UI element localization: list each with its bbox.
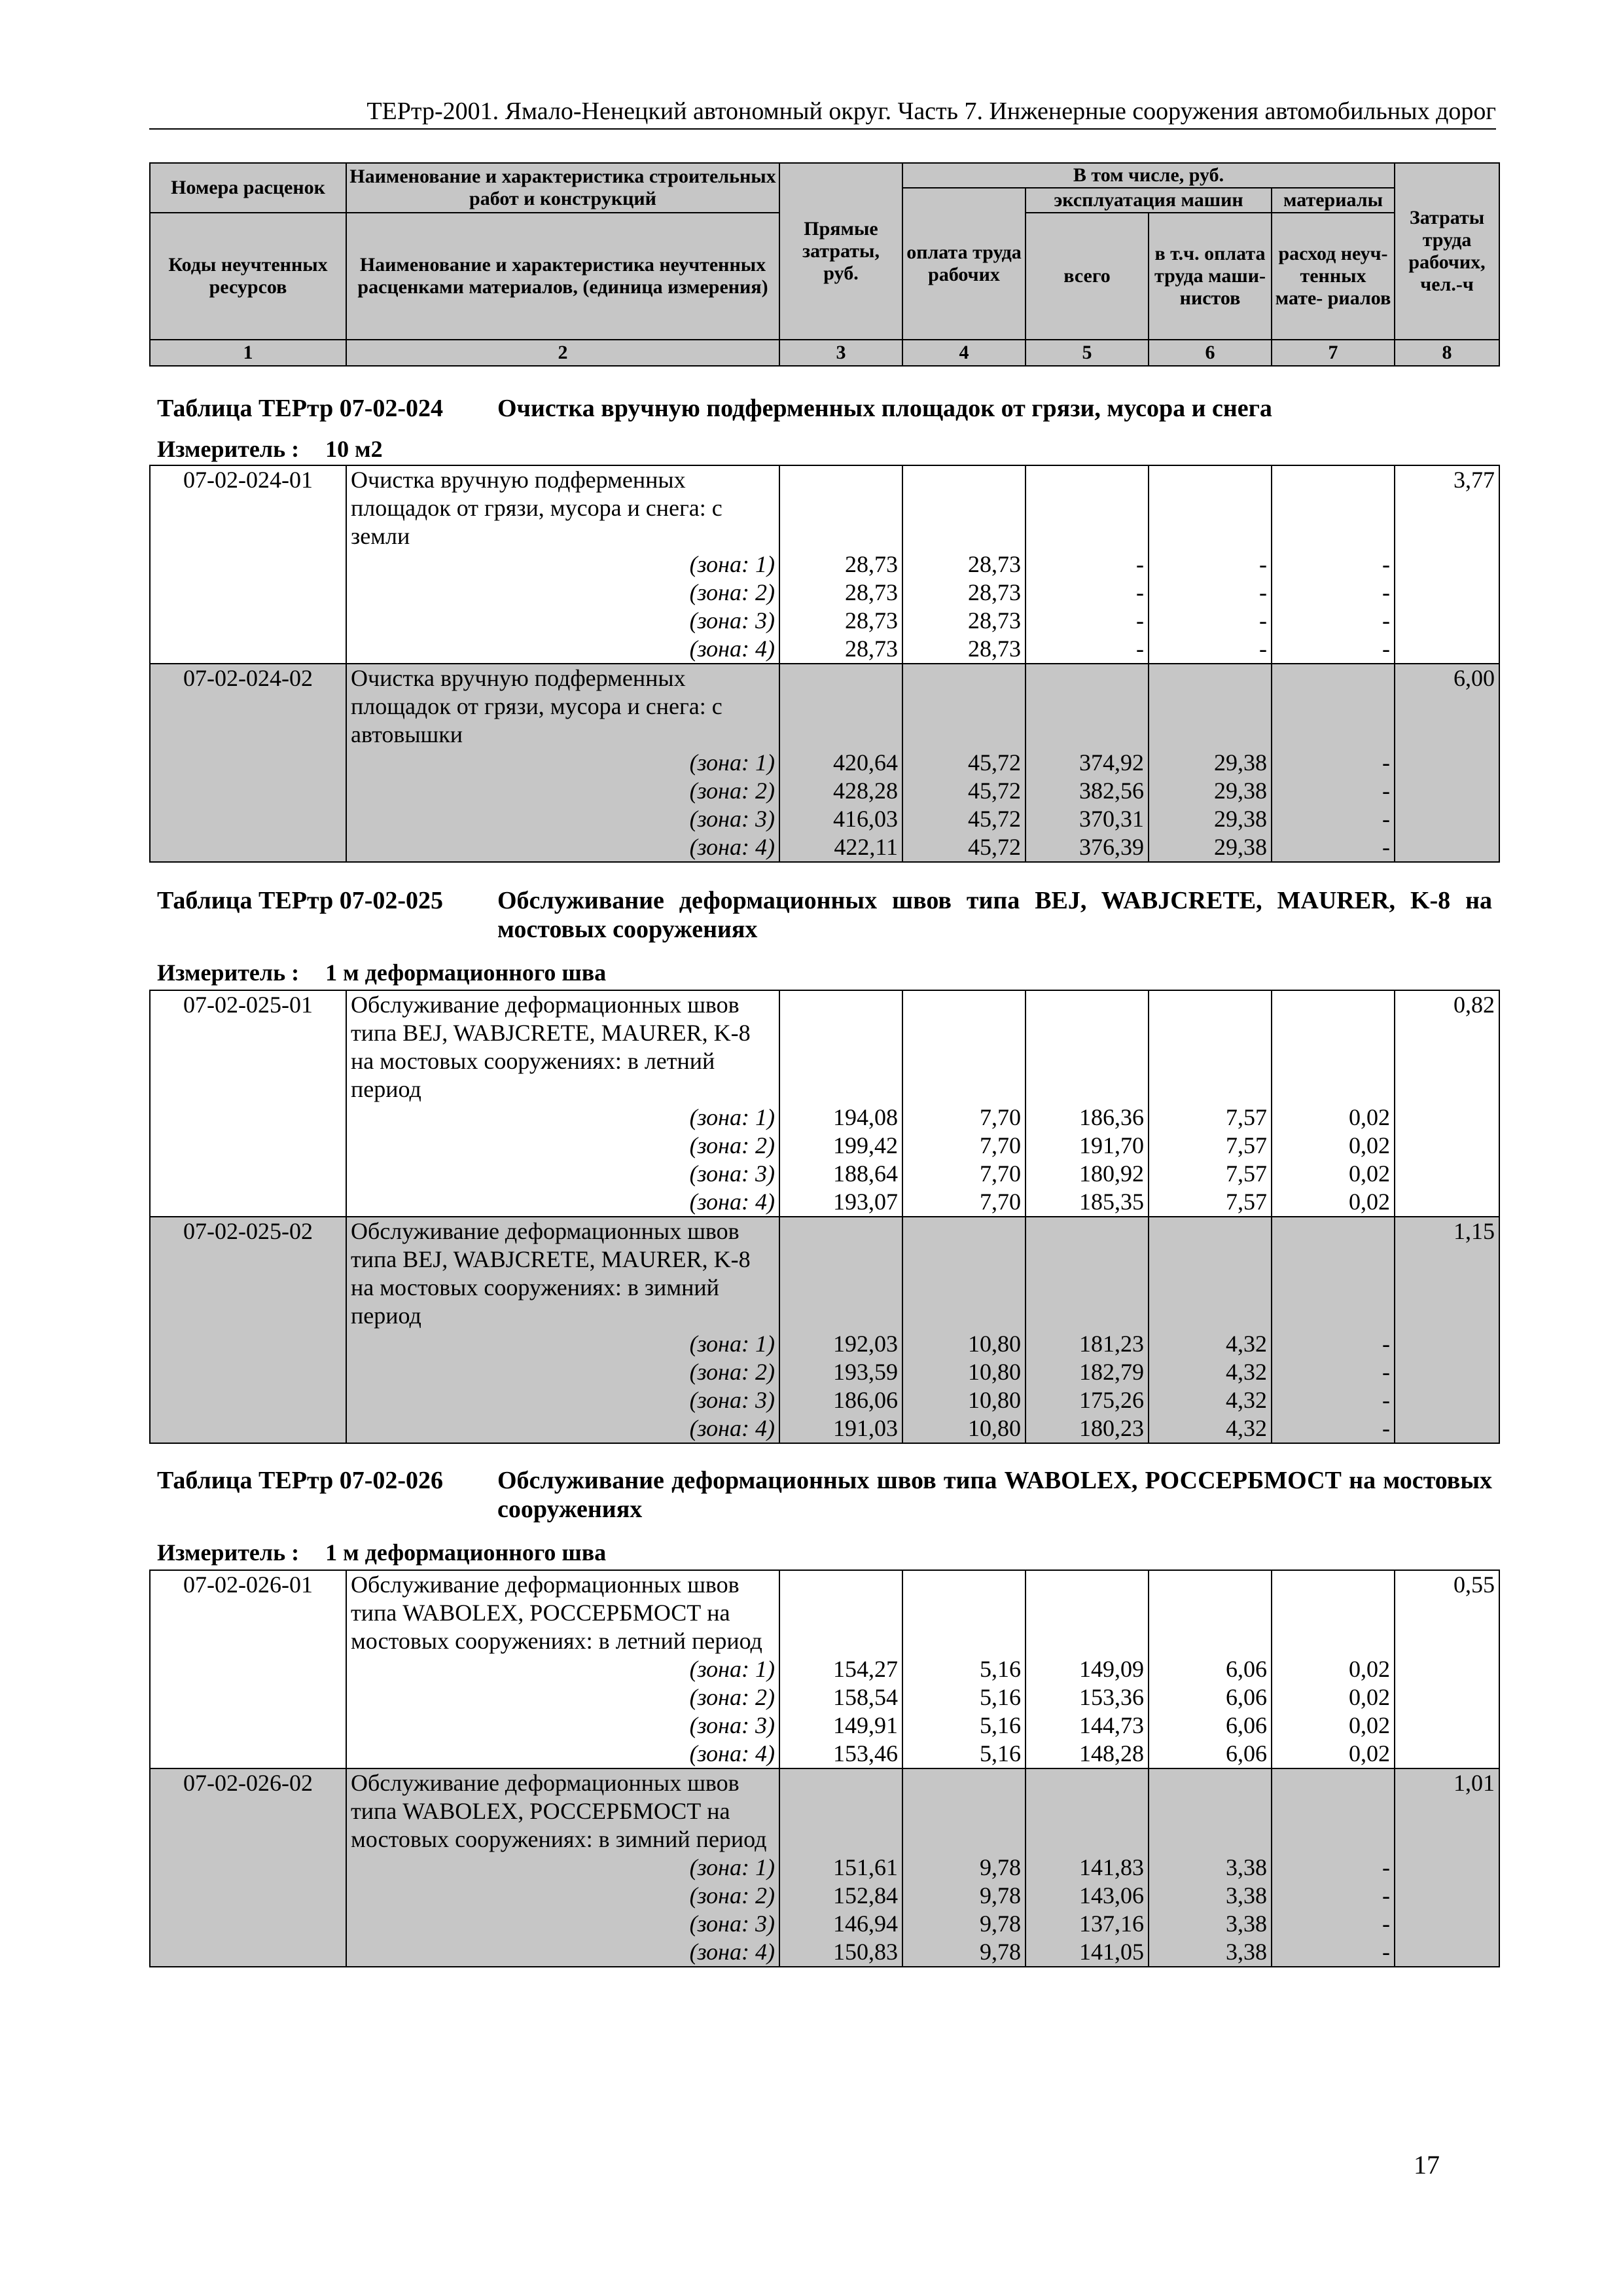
cell-value: 4,32 <box>1226 1387 1267 1413</box>
materials-cell <box>1272 465 1395 664</box>
rate-code: 07-02-025-02 <box>150 1217 346 1443</box>
materials-cell <box>1272 1570 1395 1768</box>
cell-value: 374,92 <box>1079 749 1144 776</box>
rate-code: 07-02-025-01 <box>150 990 346 1217</box>
cell-value: 149,09 <box>1079 1656 1144 1682</box>
cell-value: 45,72 <box>968 778 1021 804</box>
zone-label: (зона: 2) <box>689 1359 775 1385</box>
cell-value: - <box>1259 579 1267 605</box>
zone-label: (зона: 1) <box>689 1656 775 1682</box>
header-col-number: 5 <box>1026 340 1149 366</box>
running-header: ТЕРтр-2001. Ямало-Ненецкий автономный округ. Часть 7. Инженерные сооружения автомобильных дорог <box>366 98 1496 125</box>
cell-value: - <box>1382 579 1390 605</box>
header-rule <box>149 128 1496 130</box>
machines-cell <box>1026 664 1149 862</box>
cell-value: 151,61 <box>833 1854 898 1880</box>
cell-value: 28,73 <box>968 551 1021 577</box>
machines-cell <box>1026 1768 1149 1967</box>
labor-costs-cell: 1,15 <box>1395 1217 1499 1443</box>
zone-label: (зона: 4) <box>689 1939 775 1965</box>
cell-value: - <box>1136 607 1144 634</box>
header-labor-pay: оплата труда рабочих <box>902 188 1026 340</box>
cell-value: 185,35 <box>1079 1189 1144 1215</box>
zone-label: (зона: 1) <box>689 1854 775 1880</box>
rate-code: 07-02-026-01 <box>150 1570 346 1768</box>
zone-label: (зона: 1) <box>689 1104 775 1130</box>
rate-name: Очистка вручную подферменных площадок от грязи, мусора и снега: с автовышки <box>351 665 722 747</box>
cell-value: 193,07 <box>833 1189 898 1215</box>
cell-value: 0,02 <box>1349 1712 1390 1738</box>
labor-costs-cell: 6,00 <box>1395 664 1499 862</box>
cell-value: 9,78 <box>980 1854 1021 1880</box>
cell-value: 0,02 <box>1349 1684 1390 1710</box>
measure-value: 1 м деформационного шва <box>325 1539 607 1566</box>
cell-value: 7,70 <box>980 1132 1021 1158</box>
direct-costs-cell <box>779 1768 902 1967</box>
cell-value: 181,23 <box>1079 1331 1144 1357</box>
header-machinist-pay: в т.ч. оплата труда маши- нистов <box>1149 213 1272 340</box>
machinist-pay-cell <box>1149 1217 1272 1443</box>
zone-label: (зона: 2) <box>689 579 775 605</box>
cell-value: 3,38 <box>1226 1882 1267 1909</box>
cell-value: 153,36 <box>1079 1684 1144 1710</box>
rate-name-cell <box>346 664 779 862</box>
cell-value: 193,59 <box>833 1359 898 1385</box>
cell-value: - <box>1136 579 1144 605</box>
header-labor-costs: Затраты труда рабочих, чел.-ч <box>1395 163 1499 340</box>
cell-value: 45,72 <box>968 834 1021 860</box>
machinist-pay-cell <box>1149 990 1272 1217</box>
measure-label: Измеритель : <box>157 960 300 986</box>
cell-value: 7,57 <box>1226 1189 1267 1215</box>
zone-label: (зона: 1) <box>689 1331 775 1357</box>
rate-group <box>150 990 1499 1217</box>
cell-value: - <box>1382 607 1390 634</box>
cell-value: - <box>1382 1359 1390 1385</box>
cell-value: - <box>1382 1331 1390 1357</box>
measure-value: 10 м2 <box>325 436 383 462</box>
cell-value: 7,57 <box>1226 1160 1267 1187</box>
materials-cell <box>1272 1768 1395 1967</box>
table-row <box>150 1570 1499 1768</box>
rates-table <box>149 1570 1500 1967</box>
cell-value: 428,28 <box>833 778 898 804</box>
cell-value: 10,80 <box>968 1331 1021 1357</box>
zone-label: (зона: 3) <box>689 1910 775 1937</box>
header-col-number: 8 <box>1395 340 1499 366</box>
cell-value: - <box>1382 834 1390 860</box>
cell-value: 28,73 <box>968 636 1021 662</box>
table-measure <box>157 436 383 462</box>
cell-value: - <box>1382 1854 1390 1880</box>
rate-group <box>150 465 1499 664</box>
cell-value: 9,78 <box>980 1882 1021 1909</box>
cell-value: 0,02 <box>1349 1656 1390 1682</box>
cell-value: - <box>1382 1882 1390 1909</box>
cell-value: 7,57 <box>1226 1104 1267 1130</box>
cell-value: 137,16 <box>1079 1910 1144 1937</box>
labor-costs-cell: 0,55 <box>1395 1570 1499 1768</box>
table-title: Очистка вручную подферменных площадок от грязи, мусора и снега <box>497 395 1272 422</box>
cell-value: 141,05 <box>1079 1939 1144 1965</box>
cell-value: 188,64 <box>833 1160 898 1187</box>
cell-value: - <box>1382 1415 1390 1441</box>
zone-label: (зона: 4) <box>689 1740 775 1767</box>
cell-value: 4,32 <box>1226 1415 1267 1441</box>
table-code: Таблица ТЕРтр 07-02-025 <box>157 887 444 914</box>
rate-group <box>150 1768 1499 1967</box>
cell-value: 146,94 <box>833 1910 898 1937</box>
header-col-number: 7 <box>1272 340 1395 366</box>
cell-value: - <box>1382 1939 1390 1965</box>
zone-label: (зона: 3) <box>689 806 775 832</box>
rate-code: 07-02-024-02 <box>150 664 346 862</box>
labor-costs-cell: 3,77 <box>1395 465 1499 664</box>
cell-value: - <box>1382 551 1390 577</box>
cell-value: 3,38 <box>1226 1939 1267 1965</box>
cell-value: 4,32 <box>1226 1359 1267 1385</box>
header-rate-numbers: Номера расценок <box>150 163 346 213</box>
zone-label: (зона: 4) <box>689 1415 775 1441</box>
cell-value: 180,23 <box>1079 1415 1144 1441</box>
cell-value: 9,78 <box>980 1939 1021 1965</box>
materials-cell <box>1272 1217 1395 1443</box>
cell-value: 10,80 <box>968 1415 1021 1441</box>
cell-value: 5,16 <box>980 1740 1021 1767</box>
cell-value: - <box>1382 749 1390 776</box>
header-machine-ops: эксплуатация машин <box>1026 188 1272 213</box>
header-materials: материалы <box>1272 188 1395 213</box>
rate-name-cell <box>346 1217 779 1443</box>
rate-code: 07-02-026-02 <box>150 1768 346 1967</box>
machines-cell <box>1026 1570 1149 1768</box>
zone-label: (зона: 4) <box>689 1189 775 1215</box>
rate-name: Обслуживание деформационных швов типа BEJ, WABJCRETE, MAURER, K-8 на мостовых сооружениях: в зимний период <box>351 1218 751 1329</box>
cell-value: - <box>1382 636 1390 662</box>
direct-costs-cell <box>779 465 902 664</box>
cell-value: 175,26 <box>1079 1387 1144 1413</box>
labor-costs-cell: 1,01 <box>1395 1768 1499 1967</box>
table-title: Обслуживание деформационных швов типа WABOLEX, РОССЕРБМОСТ на мостовых сооружениях <box>497 1467 1492 1523</box>
cell-value: - <box>1382 1910 1390 1937</box>
cell-value: 0,02 <box>1349 1740 1390 1767</box>
measure-value: 1 м деформационного шва <box>325 960 607 986</box>
table-heading <box>157 886 1492 944</box>
rate-code: 07-02-024-01 <box>150 465 346 664</box>
cell-value: 7,70 <box>980 1160 1021 1187</box>
cell-value: 6,06 <box>1226 1684 1267 1710</box>
header-col-number: 4 <box>902 340 1026 366</box>
cell-value: 149,91 <box>833 1712 898 1738</box>
labor-pay-cell <box>902 664 1026 862</box>
cell-value: 6,06 <box>1226 1740 1267 1767</box>
table-heading <box>157 394 1492 423</box>
direct-costs-cell <box>779 1217 902 1443</box>
rate-name: Очистка вручную подферменных площадок от грязи, мусора и снега: с земли <box>351 467 722 549</box>
zone-label: (зона: 2) <box>689 778 775 804</box>
cell-value: 28,73 <box>968 579 1021 605</box>
cell-value: 29,38 <box>1214 749 1267 776</box>
zone-label: (зона: 3) <box>689 607 775 634</box>
rate-name: Обслуживание деформационных швов типа WABOLEX, РОССЕРБМОСТ на мостовых сооружениях: в зимний период <box>351 1770 767 1852</box>
cell-value: 6,06 <box>1226 1656 1267 1682</box>
table-heading <box>157 1466 1492 1524</box>
materials-cell <box>1272 664 1395 862</box>
cell-value: - <box>1382 806 1390 832</box>
header-col-number: 2 <box>346 340 779 366</box>
cell-value: 29,38 <box>1214 834 1267 860</box>
rate-name-cell <box>346 465 779 664</box>
cell-value: 191,70 <box>1079 1132 1144 1158</box>
table-row <box>150 664 1499 862</box>
table-measure <box>157 960 606 986</box>
cell-value: 10,80 <box>968 1359 1021 1385</box>
table-measure <box>157 1539 606 1566</box>
cell-value: 28,73 <box>845 551 898 577</box>
cell-value: 152,84 <box>833 1882 898 1909</box>
table-row <box>150 1217 1499 1443</box>
labor-pay-cell <box>902 1570 1026 1768</box>
cell-value: 143,06 <box>1079 1882 1144 1909</box>
table-code: Таблица ТЕРтр 07-02-026 <box>157 1467 444 1494</box>
cell-value: 3,38 <box>1226 1854 1267 1880</box>
cell-value: 7,70 <box>980 1104 1021 1130</box>
cell-value: 3,38 <box>1226 1910 1267 1937</box>
header-col-number: 1 <box>150 340 346 366</box>
cell-value: 5,16 <box>980 1656 1021 1682</box>
cell-value: 0,02 <box>1349 1132 1390 1158</box>
labor-pay-cell <box>902 990 1026 1217</box>
cell-value: 199,42 <box>833 1132 898 1158</box>
cell-value: 45,72 <box>968 749 1021 776</box>
rates-table <box>149 990 1500 1444</box>
cell-value: 10,80 <box>968 1387 1021 1413</box>
rate-group <box>150 1217 1499 1443</box>
machines-cell <box>1026 465 1149 664</box>
cell-value: 6,06 <box>1226 1712 1267 1738</box>
page-number: 17 <box>1414 2150 1440 2179</box>
header-machines-total: всего <box>1026 213 1149 340</box>
cell-value: - <box>1259 551 1267 577</box>
cell-value: 376,39 <box>1079 834 1144 860</box>
header-material-name: Наименование и характеристика неучтенных расценками материалов, (единица измерения) <box>346 213 779 340</box>
cell-value: 0,02 <box>1349 1160 1390 1187</box>
column-header-table <box>149 162 1500 367</box>
cell-value: 29,38 <box>1214 778 1267 804</box>
cell-value: 186,06 <box>833 1387 898 1413</box>
cell-value: 0,02 <box>1349 1189 1390 1215</box>
table-code: Таблица ТЕРтр 07-02-024 <box>157 395 444 422</box>
machinist-pay-cell <box>1149 1768 1272 1967</box>
cell-value: 9,78 <box>980 1910 1021 1937</box>
rate-name: Обслуживание деформационных швов типа BEJ, WABJCRETE, MAURER, K-8 на мостовых сооружениях: в летний период <box>351 992 751 1102</box>
header-unaccounted-materials: расход неуч- тенных мате- риалов <box>1272 213 1395 340</box>
rate-name: Обслуживание деформационных швов типа WABOLEX, РОССЕРБМОСТ на мостовых сооружениях: в летний период <box>351 1571 762 1654</box>
cell-value: 422,11 <box>834 834 898 860</box>
cell-value: 144,73 <box>1079 1712 1144 1738</box>
cell-value: 7,70 <box>980 1189 1021 1215</box>
cell-value: 180,92 <box>1079 1160 1144 1187</box>
table-row <box>150 990 1499 1217</box>
cell-value: 28,73 <box>845 579 898 605</box>
table-title: Обслуживание деформационных швов типа BEJ, WABJCRETE, MAURER, K-8 на мостовых сооружениях <box>497 887 1492 943</box>
zone-label: (зона: 4) <box>689 636 775 662</box>
machines-cell <box>1026 990 1149 1217</box>
header-work-name: Наименование и характеристика строительных работ и конструкций <box>346 163 779 213</box>
cell-value: 370,31 <box>1079 806 1144 832</box>
zone-label: (зона: 3) <box>689 1712 775 1738</box>
machines-cell <box>1026 1217 1149 1443</box>
cell-value: 182,79 <box>1079 1359 1144 1385</box>
cell-value: 382,56 <box>1079 778 1144 804</box>
cell-value: 28,73 <box>845 607 898 634</box>
cell-value: 420,64 <box>833 749 898 776</box>
cell-value: 28,73 <box>845 636 898 662</box>
cell-value: 148,28 <box>1079 1740 1144 1767</box>
direct-costs-cell <box>779 664 902 862</box>
header-direct-costs: Прямые затраты, руб. <box>779 163 902 340</box>
header-col-number: 3 <box>779 340 902 366</box>
rate-group <box>150 1570 1499 1768</box>
cell-value: 194,08 <box>833 1104 898 1130</box>
cell-value: 191,03 <box>833 1415 898 1441</box>
header-col-number: 6 <box>1149 340 1272 366</box>
cell-value: 153,46 <box>833 1740 898 1767</box>
rate-name-cell <box>346 990 779 1217</box>
materials-cell <box>1272 990 1395 1217</box>
cell-value: 154,27 <box>833 1656 898 1682</box>
cell-value: 158,54 <box>833 1684 898 1710</box>
cell-value: 5,16 <box>980 1684 1021 1710</box>
cell-value: 0,02 <box>1349 1104 1390 1130</box>
zone-label: (зона: 1) <box>689 551 775 577</box>
labor-pay-cell <box>902 1768 1026 1967</box>
zone-label: (зона: 3) <box>689 1160 775 1187</box>
rate-name-cell <box>346 1768 779 1967</box>
header-resource-codes: Коды неучтенных ресурсов <box>150 213 346 340</box>
cell-value: - <box>1382 1387 1390 1413</box>
cell-value: - <box>1136 551 1144 577</box>
labor-costs-cell: 0,82 <box>1395 990 1499 1217</box>
cell-value: 29,38 <box>1214 806 1267 832</box>
cell-value: 186,36 <box>1079 1104 1144 1130</box>
cell-value: - <box>1259 607 1267 634</box>
cell-value: 28,73 <box>968 607 1021 634</box>
header-including: В том числе, руб. <box>902 163 1395 188</box>
rate-group <box>150 664 1499 862</box>
labor-pay-cell <box>902 1217 1026 1443</box>
machinist-pay-cell <box>1149 664 1272 862</box>
zone-label: (зона: 4) <box>689 834 775 860</box>
cell-value: - <box>1259 636 1267 662</box>
zone-label: (зона: 3) <box>689 1387 775 1413</box>
cell-value: 45,72 <box>968 806 1021 832</box>
measure-label: Измеритель : <box>157 1539 300 1566</box>
table-row <box>150 465 1499 664</box>
cell-value: 192,03 <box>833 1331 898 1357</box>
machinist-pay-cell <box>1149 1570 1272 1768</box>
cell-value: 7,57 <box>1226 1132 1267 1158</box>
cell-value: 141,83 <box>1079 1854 1144 1880</box>
zone-label: (зона: 2) <box>689 1684 775 1710</box>
labor-pay-cell <box>902 465 1026 664</box>
machinist-pay-cell <box>1149 465 1272 664</box>
table-row <box>150 1768 1499 1967</box>
cell-value: 4,32 <box>1226 1331 1267 1357</box>
zone-label: (зона: 2) <box>689 1132 775 1158</box>
direct-costs-cell <box>779 1570 902 1768</box>
measure-label: Измеритель : <box>157 436 300 462</box>
cell-value: 416,03 <box>833 806 898 832</box>
direct-costs-cell <box>779 990 902 1217</box>
rate-name-cell <box>346 1570 779 1768</box>
cell-value: 150,83 <box>833 1939 898 1965</box>
cell-value: - <box>1136 636 1144 662</box>
cell-value: 5,16 <box>980 1712 1021 1738</box>
cell-value: - <box>1382 778 1390 804</box>
rates-table <box>149 465 1500 863</box>
zone-label: (зона: 2) <box>689 1882 775 1909</box>
zone-label: (зона: 1) <box>689 749 775 776</box>
